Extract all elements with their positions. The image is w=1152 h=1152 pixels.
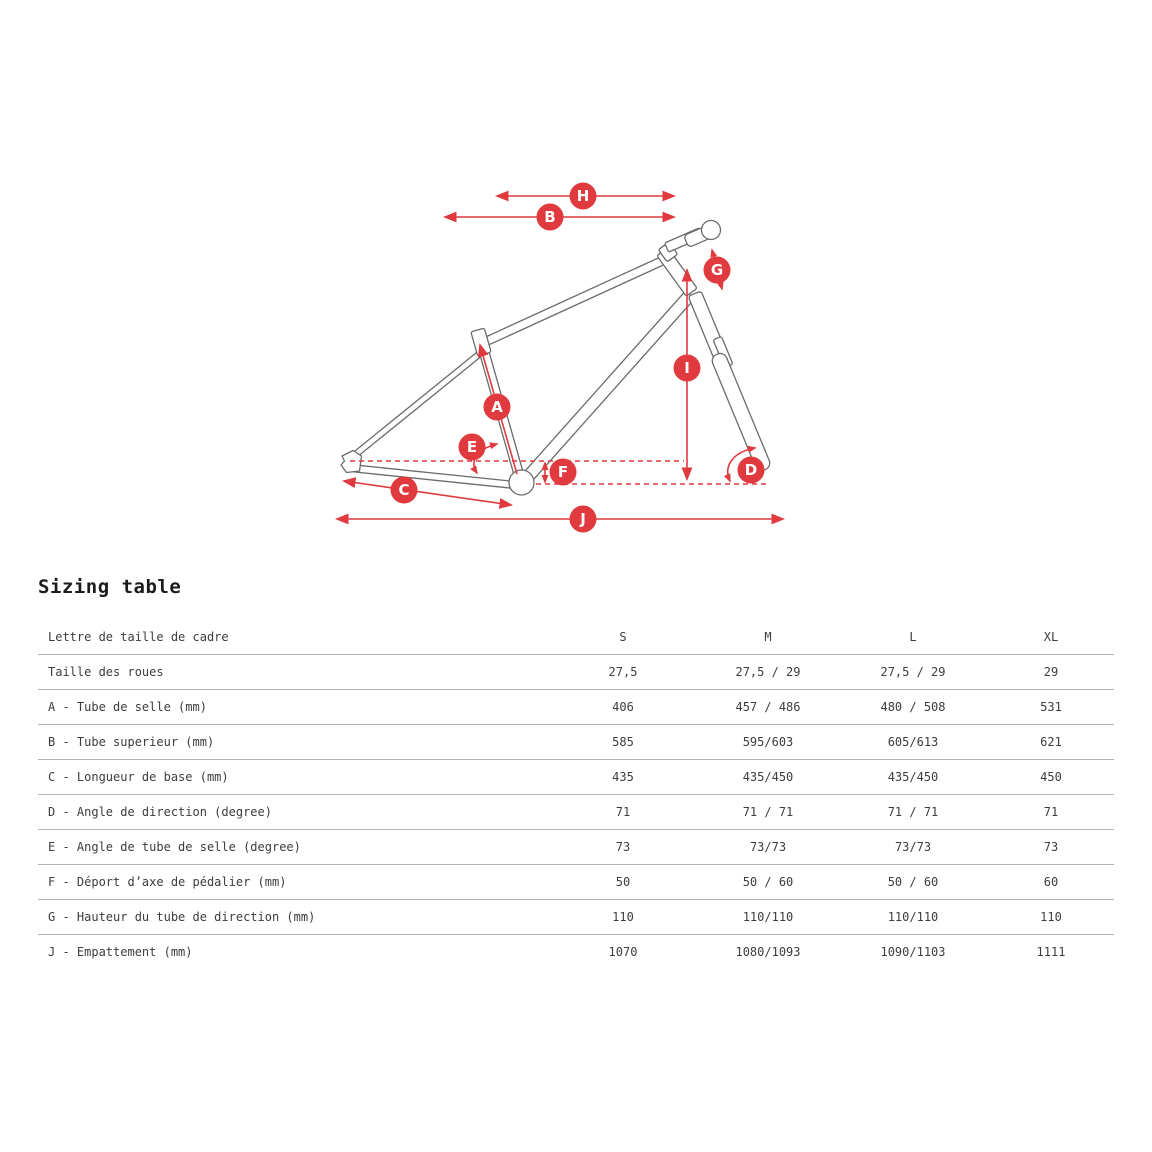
dim-letter-i: I	[684, 359, 690, 377]
cell-m: 71 / 71	[698, 795, 838, 830]
dim-letter-c: C	[398, 481, 410, 499]
fork-lower-leg	[710, 351, 772, 472]
cell-l: 605/613	[838, 725, 988, 760]
cell-l: 71 / 71	[838, 795, 988, 830]
table-row	[38, 690, 1114, 725]
column-header-s: S	[548, 620, 698, 655]
row-label: Taille des roues	[38, 655, 548, 690]
row-label: E - Angle de tube de selle (degree)	[38, 830, 548, 865]
sizing-table	[38, 620, 1114, 969]
geometry-svg	[0, 0, 1152, 552]
cell-xl: 621	[988, 725, 1114, 760]
cell-xl: 29	[988, 655, 1114, 690]
cell-m: 1080/1093	[735, 945, 801, 959]
dim-marker-d	[738, 457, 765, 484]
dim-marker-j	[570, 506, 597, 533]
dim-letter-d: D	[744, 461, 758, 479]
column-header-xl: XL	[988, 620, 1114, 655]
cell-l: 50 / 60	[838, 865, 988, 900]
row-label: C - Longueur de base (mm)	[38, 760, 548, 795]
cell-l: 1090/1103	[880, 945, 946, 959]
cell-m: 73/73	[698, 830, 838, 865]
column-header-l: L	[838, 620, 988, 655]
cell-s: 435	[548, 760, 698, 795]
cell-s: 110	[548, 900, 698, 935]
cell-xl: 450	[988, 760, 1114, 795]
cell-s: 1070	[608, 945, 638, 959]
header-label: Lettre de taille de cadre	[38, 620, 548, 655]
handlebar-end	[702, 221, 721, 240]
cell-l: 435/450	[838, 760, 988, 795]
table-header-row	[38, 620, 1114, 655]
cell-s: 50	[548, 865, 698, 900]
row-label: D - Angle de direction (degree)	[38, 795, 548, 830]
cell-l: 110/110	[838, 900, 988, 935]
table-row	[38, 865, 1114, 900]
cell-s: 73	[548, 830, 698, 865]
cell-m: 110/110	[698, 900, 838, 935]
column-header-m: M	[698, 620, 838, 655]
row-label: B - Tube superieur (mm)	[38, 725, 548, 760]
table-row	[38, 760, 1114, 795]
dim-marker-c	[391, 477, 418, 504]
bottom-bracket	[509, 470, 534, 495]
cell-m: 50 / 60	[698, 865, 838, 900]
cell-xl: 1111	[1036, 945, 1066, 959]
row-label: J - Empattement (mm)	[48, 945, 193, 959]
dim-letter-h: H	[576, 187, 590, 205]
table-row	[38, 900, 1114, 935]
cell-l: 480 / 508	[838, 690, 988, 725]
cell-s: 71	[548, 795, 698, 830]
row-label: A - Tube de selle (mm)	[38, 690, 548, 725]
bike-geometry-diagram	[0, 0, 1152, 552]
dim-marker-i	[674, 355, 701, 382]
cell-m: 27,5 / 29	[698, 655, 838, 690]
table-row	[38, 795, 1114, 830]
table-row	[38, 830, 1114, 865]
dim-letter-g: G	[710, 261, 724, 279]
seattube-collar	[471, 328, 491, 356]
cell-s: 585	[548, 725, 698, 760]
dim-letter-b: B	[544, 208, 556, 226]
dim-letter-f: F	[557, 463, 569, 481]
dim-marker-e	[459, 434, 486, 461]
dim-marker-a	[484, 394, 511, 421]
cell-xl: 110	[988, 900, 1114, 935]
dim-marker-b	[537, 204, 564, 231]
cell-s: 27,5	[548, 655, 698, 690]
cell-xl: 71	[988, 795, 1114, 830]
dim-letter-e: E	[466, 438, 478, 456]
row-label: F - Déport d’axe de pédalier (mm)	[38, 865, 548, 900]
table-row	[38, 655, 1114, 690]
dim-letter-a: A	[491, 398, 503, 416]
row-label: G - Hauteur du tube de direction (mm)	[38, 900, 548, 935]
toptube	[485, 257, 664, 345]
cell-xl: 60	[988, 865, 1114, 900]
dim-letter-j: J	[580, 510, 586, 528]
downtube	[521, 291, 695, 484]
cell-xl: 531	[988, 690, 1114, 725]
table-row	[38, 935, 1114, 970]
cell-l: 73/73	[838, 830, 988, 865]
dim-marker-g	[704, 257, 731, 284]
page-title: Sizing table	[38, 576, 182, 598]
cell-m: 457 / 486	[698, 690, 838, 725]
cell-xl: 73	[988, 830, 1114, 865]
table-row	[38, 725, 1114, 760]
cell-m: 595/603	[698, 725, 838, 760]
cell-s: 406	[548, 690, 698, 725]
dim-marker-f	[550, 459, 577, 486]
cell-l: 27,5 / 29	[838, 655, 988, 690]
dim-marker-h	[570, 183, 597, 210]
cell-m: 435/450	[698, 760, 838, 795]
